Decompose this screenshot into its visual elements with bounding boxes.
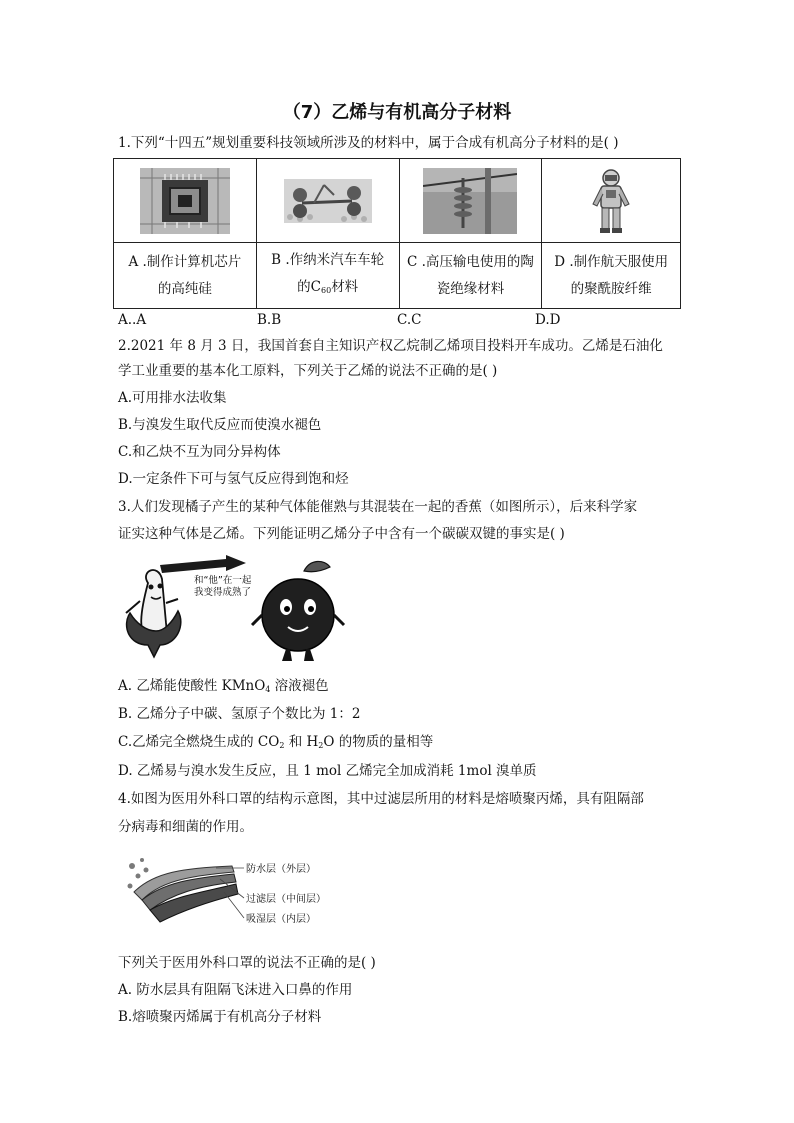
q3-option-a-subscript: 4 xyxy=(265,685,271,694)
q1-option-a-cell xyxy=(114,243,257,309)
q1-answer-b: B.B xyxy=(257,312,282,328)
q4-stem-line1: 4.如图为医用外科口罩的结构示意图，其中过滤层所用的材料是熔喷聚丙烯，具有阻隔部 xyxy=(118,791,644,807)
spacesuit-image xyxy=(589,168,633,234)
q2-stem-line1: 2.2021 年 8 月 3 日，我国首套自主知识产权乙烷制乙烯项目投料开车成功。乙烯是石油化 xyxy=(118,338,663,354)
speech-bubble-line1: 和“他”在一起 xyxy=(194,575,252,586)
q1-image-cell-a xyxy=(114,159,257,243)
q3-option-a-prefix: A. 乙烯能使酸性 KMnO xyxy=(118,678,266,694)
absorbent-layer-label: 吸湿层（内层） xyxy=(246,914,316,925)
banana-orange-figure xyxy=(118,553,378,665)
q1-option-c-cell xyxy=(399,243,542,309)
q3-option-a-suffix: 溶液褪色 xyxy=(270,678,329,694)
page-title: （7）乙烯与有机高分子材料 xyxy=(282,102,512,123)
mask-layers-diagram xyxy=(124,852,334,932)
banana-orange-illustration xyxy=(118,553,378,665)
q2-option-a: A.可用排水法收集 xyxy=(118,390,227,406)
q1-option-b-line2 xyxy=(257,274,399,304)
q1-option-c-line1: C .高压输电使用的陶 xyxy=(407,253,534,270)
q1-stem: 1.下列“十四五”规划重要科技领域所涉及的材料中，属于合成有机高分子材料的是( ) xyxy=(118,135,619,151)
q2-option-b: B.与溴发生取代反应而使溴水褪色 xyxy=(118,417,322,433)
q3-option-c-suffix: O 的物质的量相等 xyxy=(323,734,434,750)
q1-image-cell-b xyxy=(256,159,399,243)
q1-option-c-line2: 瓷绝缘材料 xyxy=(436,280,505,297)
q4-stem-line3: 下列关于医用外科口罩的说法不正确的是( ) xyxy=(118,955,376,971)
q1-option-d-line2: 的聚酰胺纤维 xyxy=(570,280,652,297)
q1-option-b-prefix: 的C xyxy=(297,279,321,295)
q1-image-cell-c xyxy=(399,159,542,243)
q3-option-c xyxy=(118,733,433,755)
q3-option-c-middle: 和 H xyxy=(284,734,319,750)
q3-option-c-prefix: C.乙烯完全燃烧生成的 CO xyxy=(118,734,280,750)
q1-materials-table xyxy=(113,158,681,309)
q4-option-a: A. 防水层具有阻隔飞沫进入口鼻的作用 xyxy=(118,982,353,998)
mask-structure-figure xyxy=(124,852,334,932)
q4-option-b: B.熔喷聚丙烯属于有机高分子材料 xyxy=(118,1009,322,1025)
q1-answer-c: C.C xyxy=(397,312,422,328)
chip-image xyxy=(140,168,230,234)
q3-stem-line2: 证实这种气体是乙烯。下列能证明乙烯分子中含有一个碳碳双键的事实是( ) xyxy=(118,526,565,542)
q3-option-b: B. 乙烯分子中碳、氢原子个数比为 1：2 xyxy=(118,706,361,722)
q4-stem-line2: 分病毒和细菌的作用。 xyxy=(118,819,253,835)
insulator-image xyxy=(423,168,517,234)
q1-option-a-line1: A .制作计算机芯片 xyxy=(128,253,242,270)
q1-answer-a: A..A xyxy=(118,312,147,328)
q2-stem-line2: 学工业重要的基本化工原料，下列关于乙烯的说法不正确的是( ) xyxy=(118,363,498,379)
q1-option-a-line2: 的高纯硅 xyxy=(157,280,212,297)
q3-option-d: D. 乙烯易与溴水发生反应，且 1 mol 乙烯完全加成消耗 1mol 溴单质 xyxy=(118,763,537,779)
q3-stem-line1: 3.人们发现橘子产生的某种气体能催熟与其混装在一起的香蕉（如图所示），后来科学家 xyxy=(118,499,638,515)
q1-option-d-cell xyxy=(542,243,681,309)
waterproof-layer-label: 防水层（外层） xyxy=(246,864,316,875)
q3-option-a xyxy=(118,677,329,699)
q1-answer-d: D.D xyxy=(535,312,561,328)
q1-option-d-line1: D .制作航天服使用 xyxy=(554,253,669,270)
q1-option-b-subscript: 60 xyxy=(321,286,332,295)
q3-option-c-subscript-1: 2 xyxy=(279,741,285,750)
q2-option-d: D.一定条件下可与氢气反应得到饱和烃 xyxy=(118,471,349,487)
nanocar-image xyxy=(284,179,372,223)
q2-option-c: C.和乙炔不互为同分异构体 xyxy=(118,444,281,460)
q1-option-b-suffix: 材料 xyxy=(331,279,359,295)
q3-option-c-subscript-2: 2 xyxy=(318,741,324,750)
q1-image-cell-d xyxy=(542,159,681,243)
filter-layer-label: 过滤层（中间层） xyxy=(246,894,326,905)
q1-option-b-cell xyxy=(256,243,399,309)
q1-option-b-line1: B .作纳米汽车车轮 xyxy=(271,252,385,268)
speech-bubble-line2: 我变得成熟了 xyxy=(194,587,252,598)
